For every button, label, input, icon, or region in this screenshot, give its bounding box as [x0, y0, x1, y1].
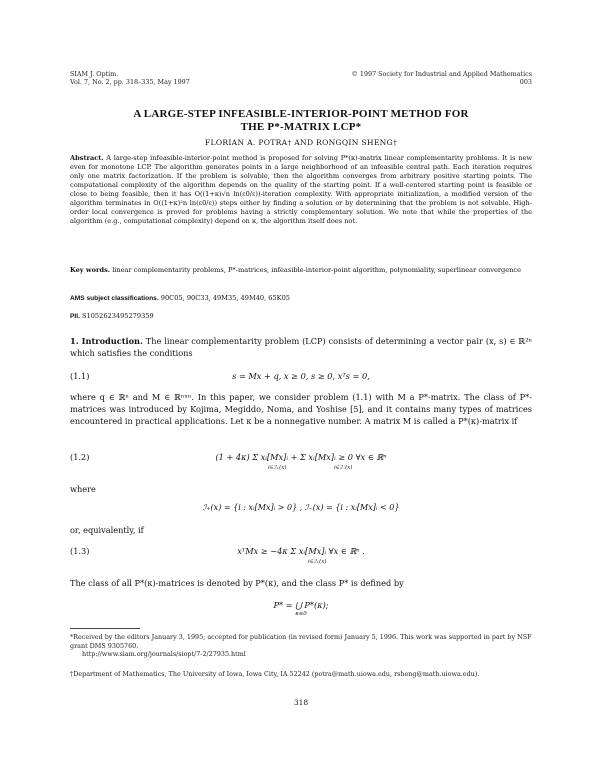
pii-label: PII.	[70, 313, 80, 320]
ams-label: AMS subject classifications.	[70, 295, 159, 302]
journal-volume: Vol. 7, No. 2, pp. 318–335, May 1997	[70, 78, 190, 86]
equation-1-1	[70, 371, 532, 385]
footnote-affiliation: †Department of Mathematics, The University of Iowa, Iowa City, IA 52242 (potra@math.uiowa.edu, rsheng@math.uiowa.edu).	[70, 670, 480, 678]
abstract	[70, 154, 532, 226]
pii	[70, 312, 532, 320]
copyright-header	[351, 70, 532, 86]
equation-body: (1 + 4κ) Σ xᵢ[Mx]ᵢ + Σ xᵢ[Mx]ᵢ ≥ 0 ∀x ∈ ℝⁿ	[215, 452, 387, 462]
footnote-received	[70, 633, 532, 659]
equation-1-2	[70, 452, 532, 471]
equation-body: s = Mx + q, x ≥ 0, s ≥ 0, xᵀs = 0,	[232, 371, 370, 381]
sum-index: i∈ℐ₊(x)	[308, 559, 327, 565]
equivalently-text: or, equivalently, if	[70, 525, 144, 535]
authors: FLORIAN A. POTRA† AND RONGQIN SHENG†	[204, 138, 398, 147]
introduction-paragraph	[70, 336, 532, 360]
ams-codes: 90C05, 90C33, 49M35, 49M40, 65K05	[160, 294, 290, 302]
title-line-2: THE P*-MATRIX LCP*	[240, 121, 362, 133]
class-definition-text: The class of all P*(κ)-matrices is denoted by P*(κ), and the class P* is defined by	[70, 578, 404, 588]
page-number: 318	[293, 698, 309, 707]
pii-code: S1052623495279359	[82, 312, 154, 320]
equation-number: (1.1)	[70, 371, 90, 381]
where-text: where	[70, 484, 96, 494]
equation-number: (1.3)	[70, 546, 90, 556]
article-code: 003	[519, 78, 532, 86]
footnote-url[interactable]: http://www.siam.org/journals/siopt/7-2/27935.html	[82, 650, 246, 659]
sum-index-1: i∈ℐ₊(x)	[268, 465, 287, 471]
keywords-text: linear complementarity problems, P*-matrices, infeasible-interior-point algorithm, polynomiality, superlinear convergence	[112, 266, 521, 274]
equation-body: xᵀMx ≥ −4κ Σ xᵢ[Mx]ᵢ ∀x ∈ ℝⁿ .	[237, 546, 365, 556]
paragraph-2: where q ∈ ℝⁿ and M ∈ ℝⁿˣⁿ. In this paper, we consider problem (1.1) with M a P*-matrix. The class of P*-matrices was introduced by Kojima, Megiddo, Noma, and Yoshise [5], and it contains many types of matrices encountered in practical applications. Let κ be a nonnegative number. A matrix M is called a P*(κ)-matrix if	[70, 392, 532, 426]
introduction-text: The linear complementarity problem (LCP) consists of determining a vector pair (x, s) ∈ ℝ²ⁿ which satisfies the conditions	[70, 336, 533, 358]
pstar-definition	[70, 600, 532, 617]
abstract-label: Abstract.	[70, 154, 104, 162]
footnote-received-text: *Received by the editors January 3, 1995; accepted for publication (in revised form) January 5, 1996. This work was supported in part by NSF grant DMS 9305760.	[70, 633, 532, 650]
paper-title	[70, 108, 532, 134]
section-heading: 1. Introduction.	[70, 336, 143, 346]
abstract-text: A large-step infeasible-interior-point method is proposed for solving P*(κ)-matrix linear complementarity problems. It is new even for monotone LCP. The algorithm generates points in a large neighborhood of an infeasible central path. Each iteration requires only one matrix factorization. If the problem is solvable, then the algorithm converges from arbitrary positive starting points. The computational complexity of the algorithm depends on the quality of the starting point. If a well-centered starting point is feasible or close to being feasible, then it has O((1+κ)√n ln(ε0/ε))-iteration complexity. With appropriate initialization, a modified version of the algorithm terminates in O((1+κ)²n ln(ε0/ε)) steps either by finding a solution or by determining that the problem is not solvable. High-order local convergence is proved for problems having a strictly complementary solution. We note that while the properties of the algorithm (e.g., computational complexity) depend on κ, the algorithm itself does not.	[70, 154, 532, 226]
keywords-label: Key words.	[70, 266, 111, 274]
title-line-1: A LARGE-STEP INFEASIBLE-INTERIOR-POINT METHOD FOR	[133, 108, 469, 120]
equation-number: (1.2)	[70, 452, 90, 462]
keywords	[70, 266, 532, 275]
union-index: κ≥0	[295, 611, 307, 617]
pstar-body: P* = ⋃ P*(κ);	[273, 600, 329, 610]
ams-classification	[70, 294, 532, 302]
copyright-text: © 1997 Society for Industrial and Applied Mathematics	[351, 70, 532, 78]
journal-header	[70, 70, 190, 86]
journal-name: SIAM J. Optim.	[70, 70, 119, 78]
sum-index-2: i∈ℐ₋(x)	[334, 465, 353, 471]
footnote-divider	[70, 628, 140, 629]
index-set-definitions: ℐ₊(x) = {i : xᵢ[Mx]ᵢ > 0} , ℐ₋(x) = {i : xᵢ[Mx]ᵢ < 0}	[202, 503, 400, 512]
equation-1-3	[70, 546, 532, 565]
